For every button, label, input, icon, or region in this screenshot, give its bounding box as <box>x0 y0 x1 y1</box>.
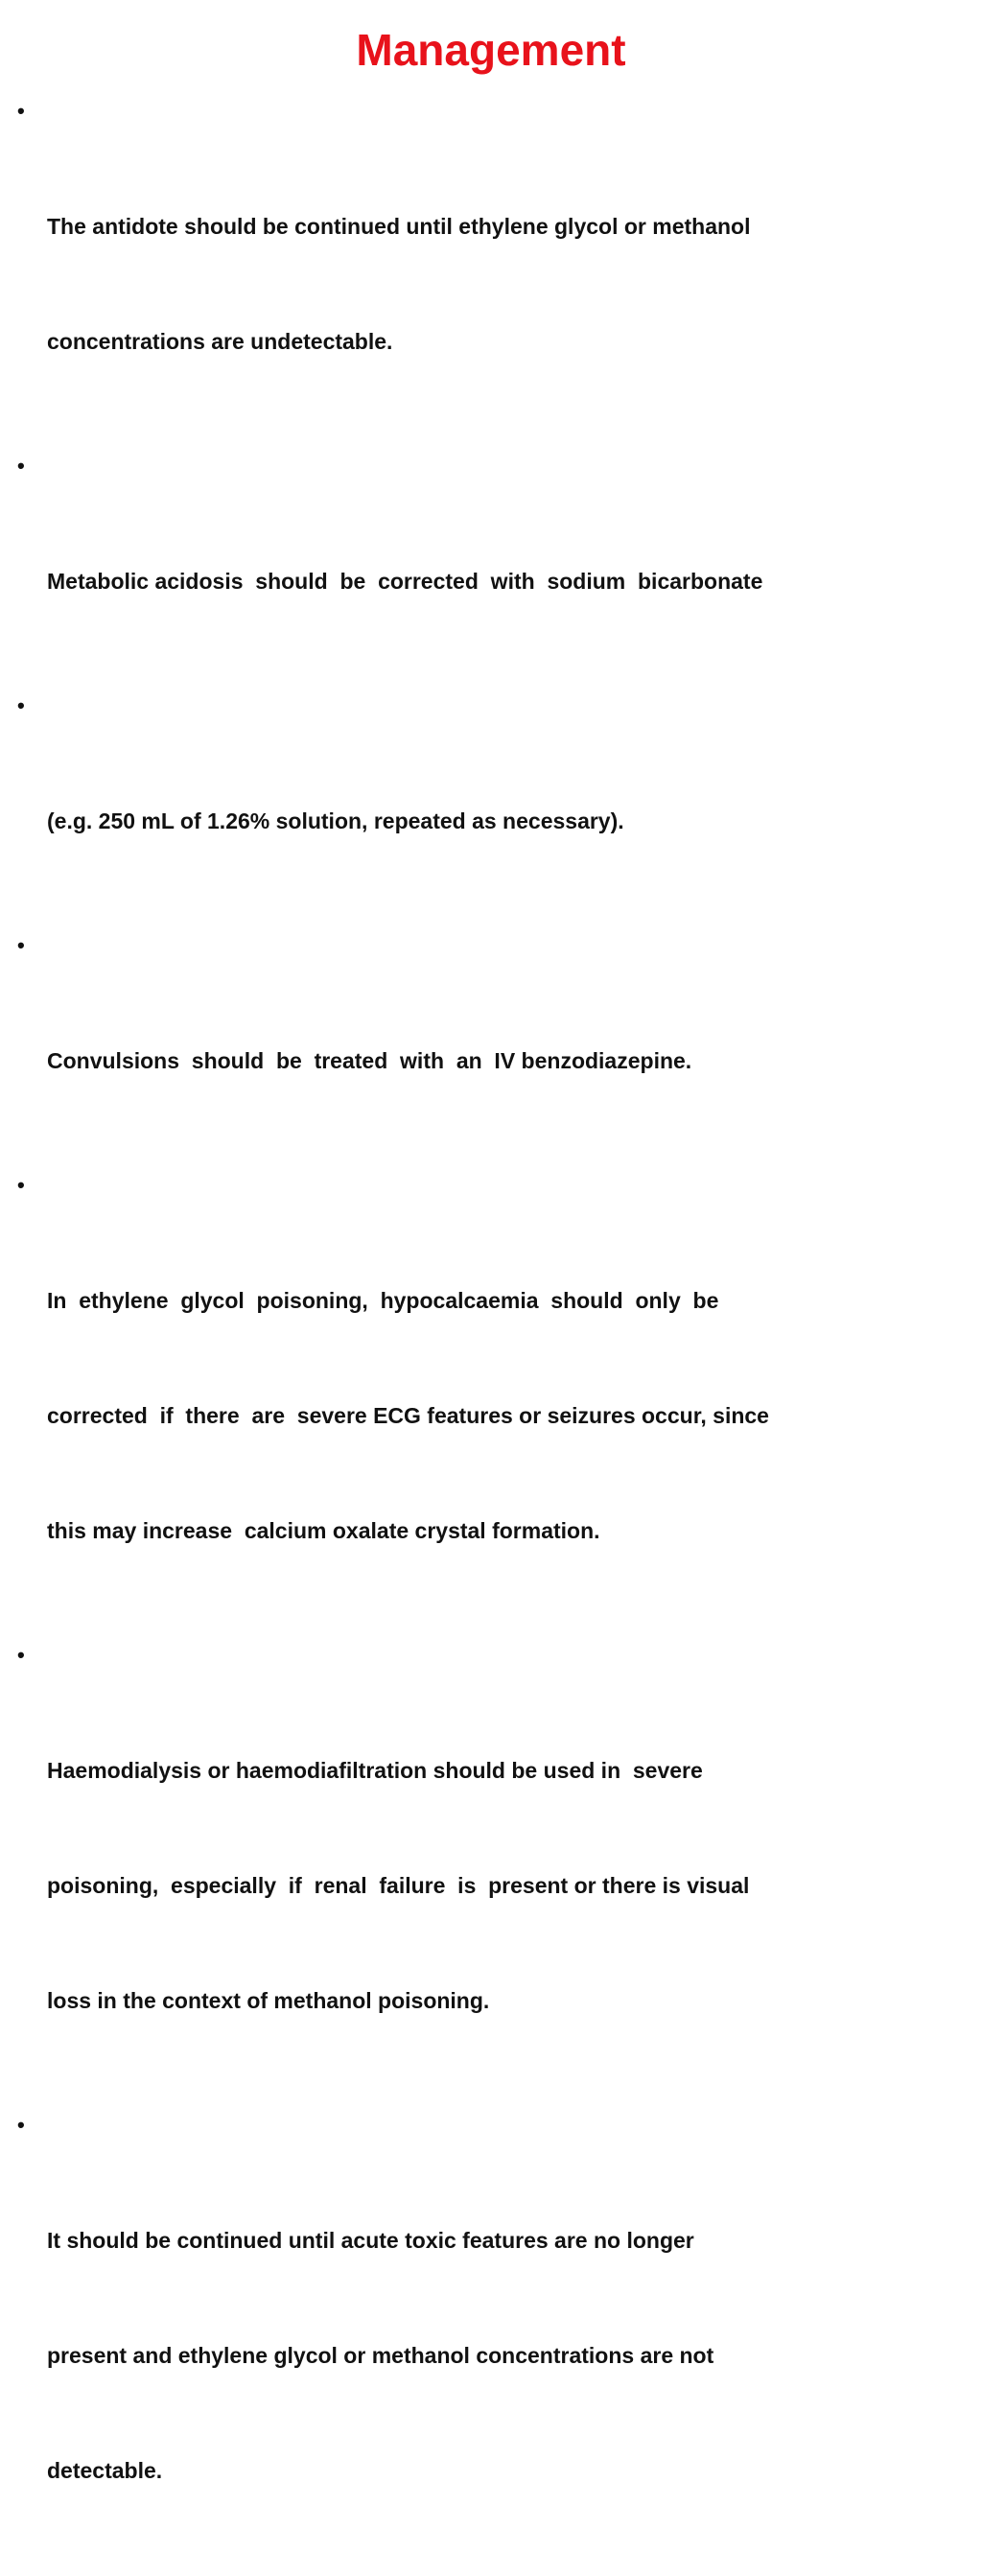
slide-title: Management <box>356 25 626 75</box>
bullet-line: this may increase calcium oxalate crystal formation. <box>47 1518 600 1543</box>
bullet-item-4 <box>17 926 976 1157</box>
bullet-list <box>17 92 976 2576</box>
bullet-dot-icon: • <box>17 454 25 478</box>
bullet-item-1 <box>17 92 976 437</box>
bullet-line: In ethylene glycol poisoning, hypocalcaemia should only be <box>47 1288 719 1313</box>
bullet-item-2 <box>17 447 976 677</box>
bullet-line: It should be continued until acute toxic features are no longer <box>47 2228 694 2253</box>
bullet-item-6 <box>17 1636 976 2096</box>
bullet-line: detectable. <box>47 2458 163 2483</box>
bullet-item-7 <box>17 2106 976 2566</box>
bullet-line: concentrations are undetectable. <box>47 329 393 354</box>
bullet-line: present and ethylene glycol or methanol concentrations are not <box>47 2343 714 2368</box>
bullet-line: loss in the context of methanol poisoning. <box>47 1988 490 2013</box>
bullet-dot-icon: • <box>17 99 25 123</box>
bullet-item-5 <box>17 1166 976 1627</box>
bullet-line: Convulsions should be treated with an IV benzodiazepine. <box>47 1048 692 1073</box>
bullet-dot-icon: • <box>17 1173 25 1197</box>
bullet-line: Metabolic acidosis should be corrected with sodium bicarbonate <box>47 569 763 594</box>
bullet-dot-icon: • <box>17 933 25 957</box>
bullet-line: poisoning, especially if renal failure is present or there is visual <box>47 1873 750 1898</box>
bullet-item-3 <box>17 687 976 917</box>
bullet-line: The antidote should be continued until ethylene glycol or methanol <box>47 214 751 239</box>
bullet-dot-icon: • <box>17 1643 25 1667</box>
bullet-dot-icon: • <box>17 693 25 717</box>
bullet-line: Haemodialysis or haemodiafiltration should be used in severe <box>47 1758 703 1783</box>
bullet-line: corrected if there are severe ECG features or seizures occur, since <box>47 1403 769 1428</box>
bullet-dot-icon: • <box>17 2113 25 2137</box>
bullet-line: (e.g. 250 mL of 1.26% solution, repeated as necessary). <box>47 808 624 833</box>
